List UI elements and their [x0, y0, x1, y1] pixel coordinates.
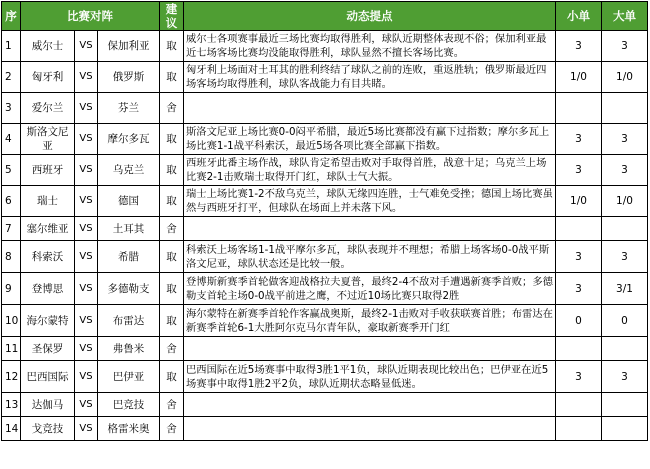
- advice-cell: 取: [160, 62, 184, 93]
- vs-label: VS: [75, 186, 98, 217]
- note-cell: 瑞士上场比赛1-2不敌乌克兰，球队无缘四连胜，士气难免受挫；德国上场比赛虽然与西班牙打平，但球队在场面上并未落下风。: [184, 186, 556, 217]
- table-row: [2, 93, 648, 124]
- small-odds: 3: [556, 273, 602, 305]
- vs-label: VS: [75, 62, 98, 93]
- vs-label: VS: [75, 305, 98, 337]
- small-odds: 3: [556, 361, 602, 393]
- small-odds: 3: [556, 31, 602, 62]
- note-cell: [184, 217, 556, 241]
- row-number: 2: [2, 62, 21, 93]
- small-odds: 0: [556, 305, 602, 337]
- note-cell: 西班牙此番主场作战，球队肯定希望击败对手取得首胜，战意十足；乌克兰上场比赛2-1击败瑞士取得开门红，球队士气大振。: [184, 155, 556, 186]
- note-cell: 登博斯新赛季首轮做客迎战格拉夫夏普，最终2-4不敌对手遭遇新赛季首败；多德勒支首轮主场0-0战平前进之鹰，不过近10场比赛只取得2胜: [184, 273, 556, 305]
- vs-label: VS: [75, 124, 98, 155]
- big-odds: 0: [602, 305, 648, 337]
- row-number: 6: [2, 186, 21, 217]
- row-number: 13: [2, 393, 21, 417]
- table-row: [2, 62, 648, 93]
- home-team: 爱尔兰: [21, 93, 75, 124]
- away-team: 德国: [98, 186, 160, 217]
- away-team: 巴竞技: [98, 393, 160, 417]
- big-odds: [602, 337, 648, 361]
- away-team: 布雷达: [98, 305, 160, 337]
- row-number: 5: [2, 155, 21, 186]
- table-row: [2, 124, 648, 155]
- note-cell: 科索沃上场客场1-1战平摩尔多瓦，球队表现并不理想；希腊上场客场0-0战平斯洛文尼亚，球队状态还是比较一般。: [184, 241, 556, 273]
- away-team: 保加利亚: [98, 31, 160, 62]
- big-odds: 3: [602, 155, 648, 186]
- table-row: [2, 417, 648, 441]
- small-odds: 1/0: [556, 62, 602, 93]
- away-team: 巴伊亚: [98, 361, 160, 393]
- header-small: 小单: [556, 2, 602, 31]
- vs-label: VS: [75, 217, 98, 241]
- header-big: 大单: [602, 2, 648, 31]
- home-team: 巴西国际: [21, 361, 75, 393]
- note-cell: 斯洛文尼亚上场比赛0-0闷平希腊，最近5场比赛都没有赢下过指数；摩尔多瓦上场比赛1-1战平科索沃，最近5场各项比赛全部赢下指数。: [184, 124, 556, 155]
- big-odds: 3: [602, 124, 648, 155]
- home-team: 匈牙利: [21, 62, 75, 93]
- table-row: [2, 31, 648, 62]
- vs-label: VS: [75, 337, 98, 361]
- row-number: 4: [2, 124, 21, 155]
- small-odds: 3: [556, 241, 602, 273]
- header-seq: 序: [2, 2, 21, 31]
- big-odds: 1/0: [602, 186, 648, 217]
- home-team: 科索沃: [21, 241, 75, 273]
- vs-label: VS: [75, 361, 98, 393]
- advice-cell: 取: [160, 361, 184, 393]
- row-number: 11: [2, 337, 21, 361]
- advice-cell: 舍: [160, 217, 184, 241]
- home-team: 圣保罗: [21, 337, 75, 361]
- advice-cell: 舍: [160, 417, 184, 441]
- advice-cell: 舍: [160, 393, 184, 417]
- note-cell: [184, 337, 556, 361]
- small-odds: [556, 337, 602, 361]
- home-team: 登博思: [21, 273, 75, 305]
- advice-cell: 取: [160, 124, 184, 155]
- small-odds: 3: [556, 155, 602, 186]
- table-row: [2, 273, 648, 305]
- row-number: 7: [2, 217, 21, 241]
- vs-label: VS: [75, 417, 98, 441]
- table-row: [2, 337, 648, 361]
- advice-cell: 取: [160, 31, 184, 62]
- home-team: 威尔士: [21, 31, 75, 62]
- advice-cell: 舍: [160, 337, 184, 361]
- advice-cell: 舍: [160, 93, 184, 124]
- header-advice: 建议: [160, 2, 184, 31]
- note-cell: 威尔士各项赛事最近三场比赛均取得胜利，球队近期整体表现不俗；保加利亚最近七场客场比赛均没能取得胜利，球队显然不擅长客场比赛。: [184, 31, 556, 62]
- big-odds: 3: [602, 241, 648, 273]
- home-team: 西班牙: [21, 155, 75, 186]
- row-number: 1: [2, 31, 21, 62]
- table-row: [2, 155, 648, 186]
- note-cell: 海尔蒙特在新赛季首轮作客赢战奥斯，最终2-1击败对手收获联赛首胜；布雷达在新赛季首轮6-1大胜阿尔克马尔青年队，豪取新赛季开门红: [184, 305, 556, 337]
- away-team: 摩尔多瓦: [98, 124, 160, 155]
- home-team: 戈竞技: [21, 417, 75, 441]
- big-odds: 1/0: [602, 62, 648, 93]
- small-odds: [556, 417, 602, 441]
- vs-label: VS: [75, 393, 98, 417]
- big-odds: [602, 393, 648, 417]
- home-team: 达伽马: [21, 393, 75, 417]
- away-team: 乌克兰: [98, 155, 160, 186]
- advice-cell: 取: [160, 305, 184, 337]
- row-number: 14: [2, 417, 21, 441]
- table-row: [2, 217, 648, 241]
- home-team: 海尔蒙特: [21, 305, 75, 337]
- big-odds: 3/1: [602, 273, 648, 305]
- note-cell: 巴西国际在近5场赛事中取得3胜1平1负，球队近期表现比较出色；巴伊亚在近5场赛事中取得1胜2平2负，球队近期状态略显低迷。: [184, 361, 556, 393]
- big-odds: [602, 93, 648, 124]
- vs-label: VS: [75, 31, 98, 62]
- header-match: 比赛对阵: [21, 2, 160, 31]
- small-odds: 3: [556, 124, 602, 155]
- away-team: 芬兰: [98, 93, 160, 124]
- small-odds: 1/0: [556, 186, 602, 217]
- home-team: 斯洛文尼亚: [21, 124, 75, 155]
- away-team: 俄罗斯: [98, 62, 160, 93]
- header-row: [2, 2, 648, 31]
- note-cell: [184, 93, 556, 124]
- advice-cell: 取: [160, 155, 184, 186]
- big-odds: 3: [602, 361, 648, 393]
- home-team: 瑞士: [21, 186, 75, 217]
- row-number: 3: [2, 93, 21, 124]
- table-row: [2, 305, 648, 337]
- away-team: 土耳其: [98, 217, 160, 241]
- match-table: [1, 1, 648, 441]
- away-team: 多德勒支: [98, 273, 160, 305]
- away-team: 希腊: [98, 241, 160, 273]
- vs-label: VS: [75, 155, 98, 186]
- table-row: [2, 361, 648, 393]
- note-cell: [184, 393, 556, 417]
- header-notes: 动态提点: [184, 2, 556, 31]
- table-row: [2, 393, 648, 417]
- small-odds: [556, 393, 602, 417]
- advice-cell: 取: [160, 241, 184, 273]
- vs-label: VS: [75, 273, 98, 305]
- note-cell: 匈牙利上场面对土耳其的胜利终结了球队之前的连败，重返胜轨；俄罗斯最近四场客场均取得胜利，球队客战能力有目共睹。: [184, 62, 556, 93]
- small-odds: [556, 93, 602, 124]
- home-team: 塞尔维亚: [21, 217, 75, 241]
- row-number: 8: [2, 241, 21, 273]
- away-team: 格雷米奥: [98, 417, 160, 441]
- advice-cell: 取: [160, 273, 184, 305]
- table-row: [2, 186, 648, 217]
- note-cell: [184, 417, 556, 441]
- big-odds: [602, 217, 648, 241]
- vs-label: VS: [75, 93, 98, 124]
- row-number: 10: [2, 305, 21, 337]
- advice-cell: 取: [160, 186, 184, 217]
- small-odds: [556, 217, 602, 241]
- row-number: 12: [2, 361, 21, 393]
- away-team: 弗鲁米: [98, 337, 160, 361]
- row-number: 9: [2, 273, 21, 305]
- vs-label: VS: [75, 241, 98, 273]
- big-odds: 3: [602, 31, 648, 62]
- table-row: [2, 241, 648, 273]
- big-odds: [602, 417, 648, 441]
